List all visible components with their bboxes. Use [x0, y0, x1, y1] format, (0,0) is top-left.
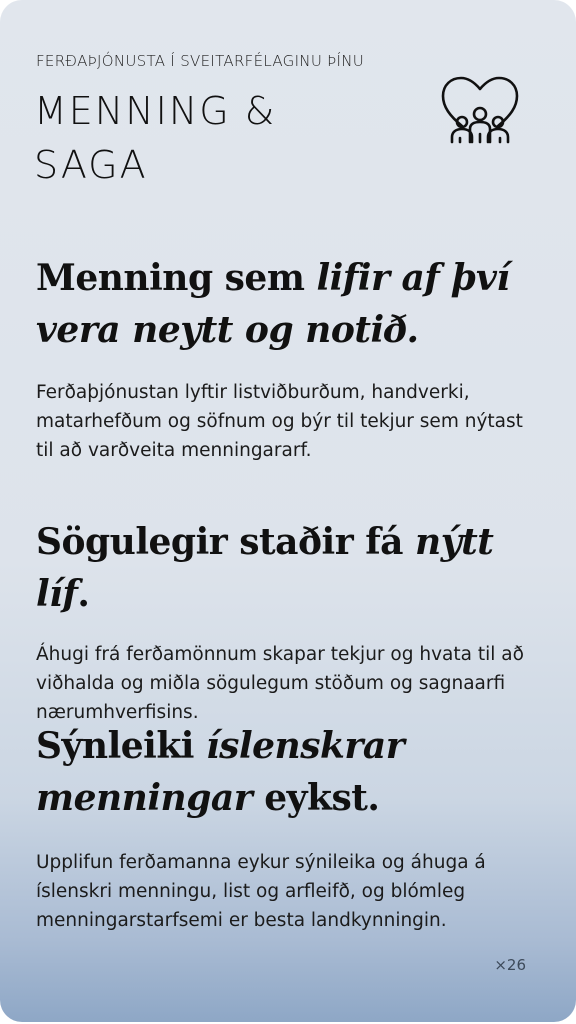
page-number: ×26 — [494, 956, 526, 974]
section-headline — [36, 516, 546, 620]
eyebrow-label: FERÐAÞJÓNUSTA Í SVEITARFÉLAGINU ÞÍNU — [36, 52, 365, 70]
section-menning — [36, 252, 546, 465]
headline-emphasis: nýtt líf — [36, 521, 494, 615]
headline-plain: Sögulegir staðir fá — [36, 521, 416, 563]
section-sogulegir-stadir — [36, 516, 546, 727]
heart-family-icon — [440, 74, 520, 144]
headline-emphasis: íslenskrar menningar — [36, 725, 405, 819]
page-title: MENNING & SAGA — [34, 89, 277, 187]
section-headline — [36, 252, 546, 356]
section-body: Áhugi frá ferðamönnum skapar tekjur og hvata til að viðhalda og miðla sögulegum stöðum og sagnaarfi nærumhverfisins. — [36, 644, 524, 723]
headline-after: eykst. — [252, 777, 380, 819]
section-body: Ferðaþjónustan lyftir listviðburðum, handverki, matarhefðum og söfnum og býr til tekjur sem nýtast til að varðveita menningararf. — [36, 382, 523, 461]
section-headline — [36, 720, 546, 824]
section-body: Upplifun ferðamanna eykur sýnileika og áhuga á íslenskri menningu, list og arfleifð, og blómleg menningarstarfsemi er besta landkynningin. — [36, 852, 486, 931]
headline-plain: Menning sem — [36, 257, 317, 299]
headline-after: . — [77, 573, 90, 615]
headline-plain: Sýnleiki — [36, 725, 206, 767]
section-synleiki — [36, 720, 546, 935]
headline-emphasis: lifir af því vera neytt og notið. — [36, 257, 510, 351]
